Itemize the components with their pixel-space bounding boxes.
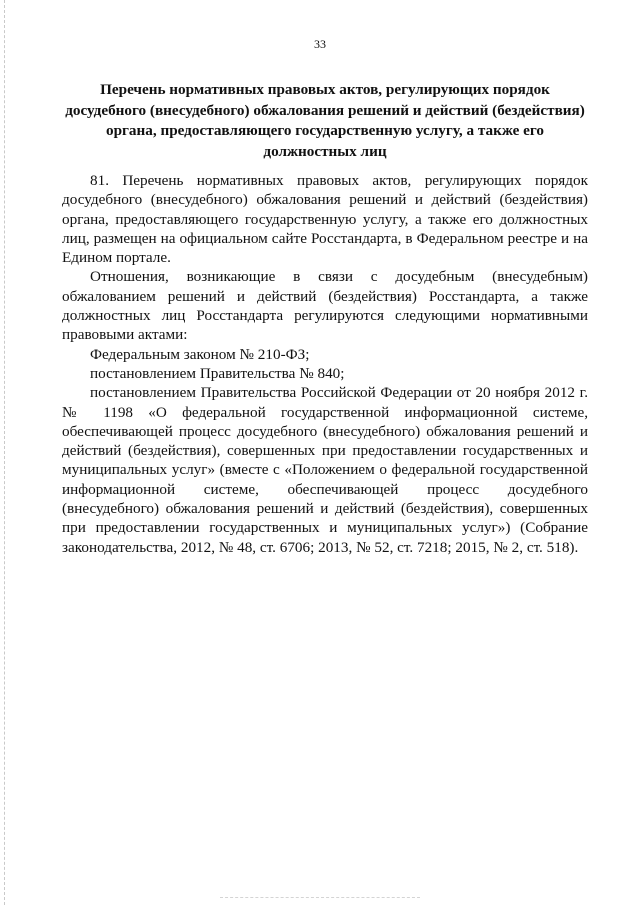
body-text (62, 171, 588, 557)
list-item-resolution-840: постановлением Правительства № 840; (90, 364, 345, 382)
list-item-resolution-1198: постановлением Правительства Российской Федерации от 20 ноября 2012 г. № 1198 «О федеральной государственной информационной системе, обеспечивающей процесс досудебного (внесудебного) обжалования решений и действий (бездействия), совершенных при предоставлении государственных и муниципальных услуг» (вместе с «Положением о федеральной государственной информационной системе, обеспечивающей процесс досудебного (внесудебного) обжалования решений и действий (бездействия), совершенных при предоставлении государственных и муниципальных услуг») (Собрание законодательства, 2012, № 48, ст. 6706; 2013, № 52, ст. 7218; 2015, № 2, ст. 518). (62, 384, 588, 556)
paragraph-81: 81. Перечень нормативных правовых актов, регулирующих порядок досудебного (внесудебного) обжалования решений и действий (бездействия) органа, предоставляющего государственную услугу, а также его должностных лиц, размещен на официальном сайте Росстандарта, в Федеральном реестре и на Едином портале. (62, 172, 588, 267)
paragraph-relations: Отношения, возникающие в связи с досудебным (внесудебным) обжалованием решений и действий (бездействия) Росстандарта, а также должностных лиц Росстандарта регулируются следующими нормативными правовыми актами: (62, 268, 588, 344)
list-item-federal-law: Федеральным законом № 210-ФЗ; (90, 345, 310, 363)
page-number: 33 (314, 37, 326, 51)
scan-edge-bottom (220, 897, 420, 899)
scan-edge-left (4, 0, 6, 905)
section-title: Перечень нормативных правовых актов, регулирующих порядок досудебного (внесудебного) обжалования решений и действий (бездействия) органа, предоставляющего государственную услугу, а также его должностных лиц (65, 81, 585, 160)
